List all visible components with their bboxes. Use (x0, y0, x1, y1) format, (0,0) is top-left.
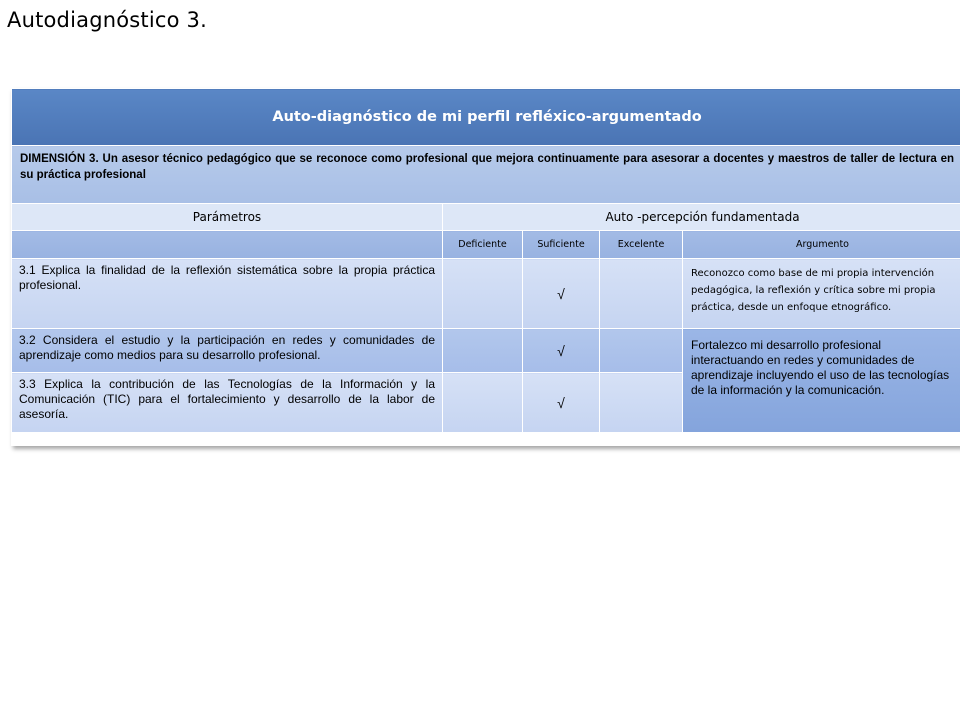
argument-2: Fortalezco mi desarrollo profesional interactuando en redes y comunidades de aprendizaje incluyendo el uso de las tecnologías de la información y la comunicación. (683, 329, 960, 433)
subheader-empty (12, 231, 443, 259)
check-mark: √ (523, 373, 600, 433)
criterion-3-2: 3.2 Considera el estudio y la participación en redes y comunidades de aprendizaje como medios para su desarrollo profesional. (12, 329, 443, 373)
table-row (12, 329, 960, 373)
check-mark: √ (523, 259, 600, 329)
column-header-perception: Auto -percepción fundamentada (443, 204, 960, 231)
cell-excelente (600, 373, 683, 433)
cell-excelente (600, 259, 683, 329)
subheader-excelente: Excelente (600, 231, 683, 259)
argument-1: Reconozco como base de mi propia intervención pedagógica, la reflexión y crítica sobre mi propia práctica, desde un enfoque etnográfico. (683, 259, 960, 329)
subheader-deficiente: Deficiente (443, 231, 523, 259)
cell-deficiente (443, 329, 523, 373)
slide-title: Autodiagnóstico 3. (7, 8, 207, 32)
check-mark: √ (523, 329, 600, 373)
self-diagnosis-table (11, 88, 960, 446)
cell-deficiente (443, 373, 523, 433)
subheader-suficiente: Suficiente (523, 231, 600, 259)
table-row (12, 259, 960, 329)
cell-excelente (600, 329, 683, 373)
criterion-3-3: 3.3 Explica la contribución de las Tecnologías de la Información y la Comunicación (TIC) para el fortalecimiento y desarrollo de la labor de asesoría. (12, 373, 443, 433)
criterion-3-1: 3.1 Explica la finalidad de la reflexión sistemática sobre la propia práctica profesional. (12, 259, 443, 329)
subheader-argumento: Argumento (683, 231, 960, 259)
column-header-parameters: Parámetros (12, 204, 443, 231)
table-title: Auto-diagnóstico de mi perfil refléxico-argumentado (12, 89, 960, 146)
cell-deficiente (443, 259, 523, 329)
dimension-description: DIMENSIÓN 3. Un asesor técnico pedagógico que se reconoce como profesional que mejora continuamente para asesorar a docentes y maestros de taller de lectura en su práctica profesional (12, 146, 960, 204)
